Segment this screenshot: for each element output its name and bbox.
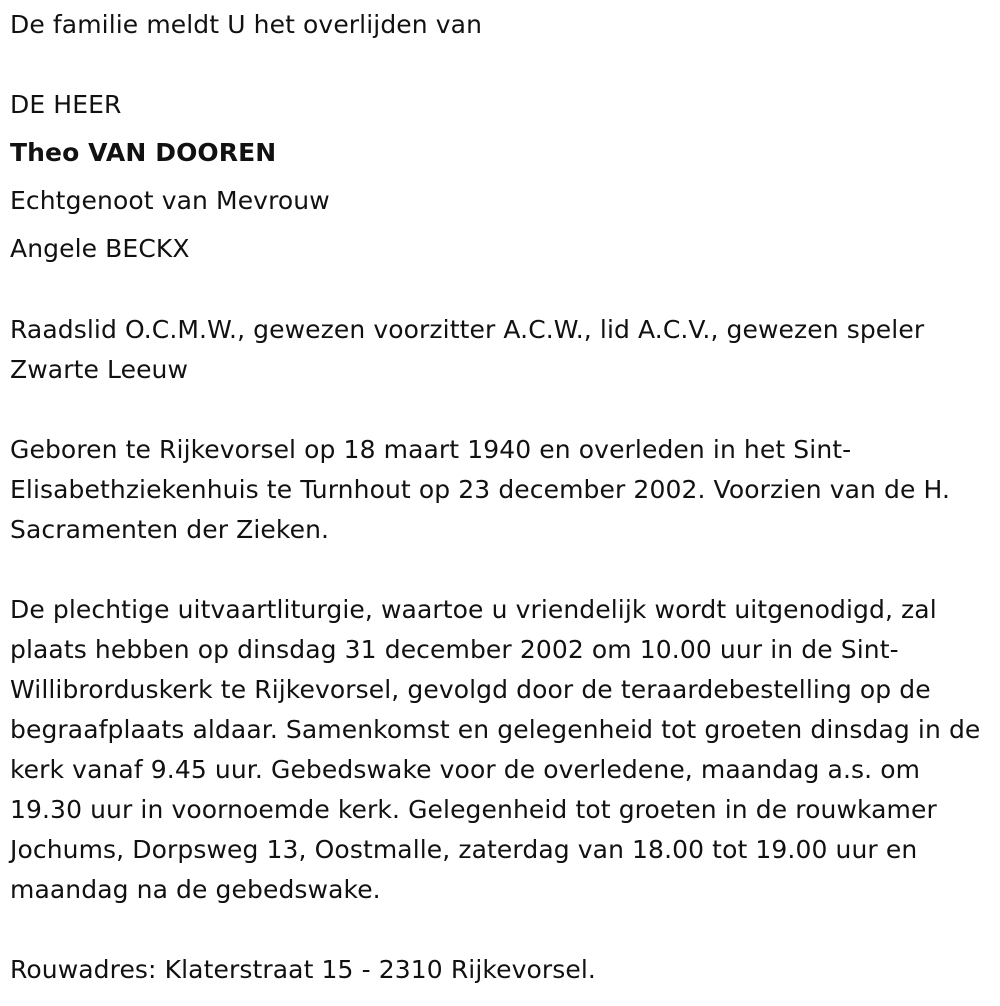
birth-death-paragraph: Geboren te Rijkevorsel op 18 maart 1940 en overleden in het Sint-Elisabethziekenhuis te Turnhout op 23 december 2002. Voorzien van de H. Sacramenten der Zieken. (10, 435, 951, 544)
funeral-paragraph: De plechtige uitvaartliturgie, waartoe u vriendelijk wordt uitgenodigd, zal plaats hebben op dinsdag 31 december 2002 om 10.00 uur in de Sint-Willibrorduskerk te Rijkevorsel, gevolgd door de teraardebestelling op de begraafplaats aldaar. Samenkomst en gelegenheid tot groeten dinsdag in de kerk vanaf 9.45 uur. Gebedswake voor de overledene, maandag a.s. om 19.30 uur in voornoemde kerk. Gelegenheid tot groeten in de rouwkamer Jochums, Dorpsweg 13, Oostmalle, zaterdag van 18.00 tot 19.00 uur en maandag na de gebedswake. (10, 595, 981, 904)
spouse-label: Echtgenoot van Mevrouw (10, 186, 330, 215)
title-text: DE HEER (10, 90, 122, 119)
roles-paragraph: Raadslid O.C.M.W., gewezen voorzitter A.C.W., lid A.C.V., gewezen speler Zwarte Leeuw (10, 315, 925, 384)
deceased-name: Theo VAN DOOREN (10, 138, 277, 167)
address-paragraph: Rouwadres: Klaterstraat 15 - 2310 Rijkevorsel. (10, 955, 596, 984)
intro-text: De familie meldt U het overlijden van (10, 10, 483, 39)
spouse-name: Angele BECKX (10, 234, 190, 263)
